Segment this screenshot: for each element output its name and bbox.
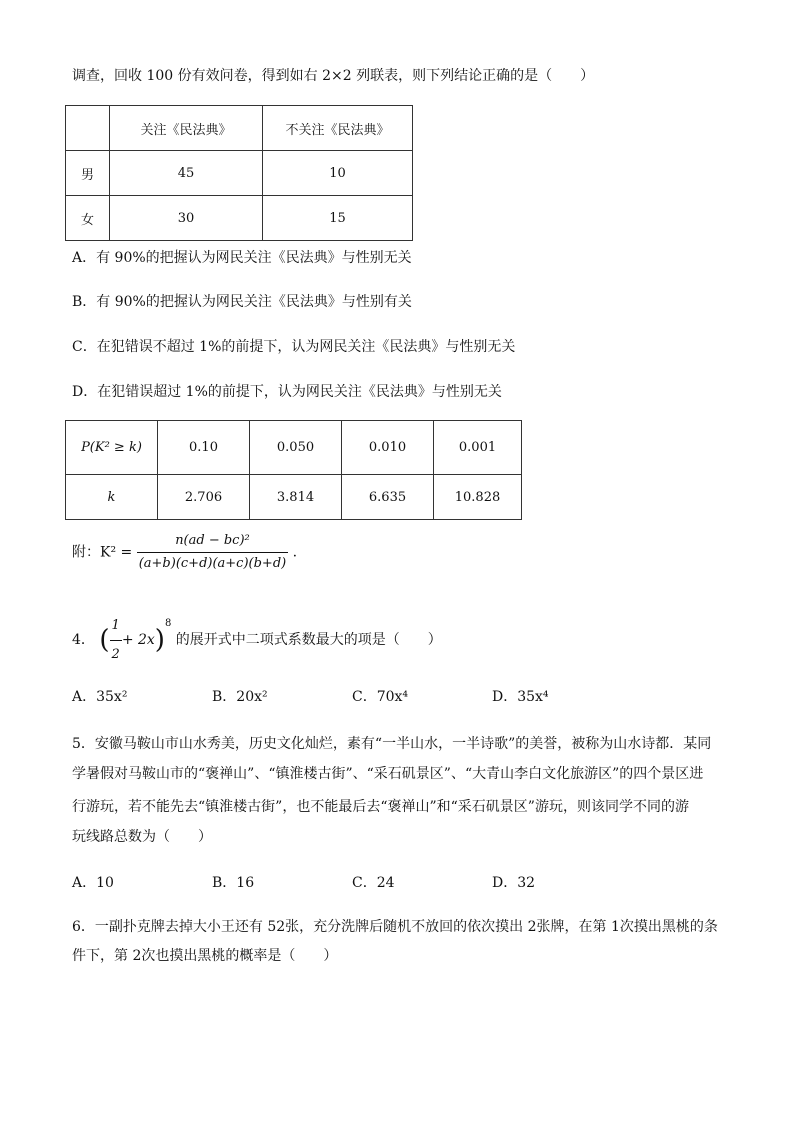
formula-fraction <box>137 530 289 575</box>
critical-value-table <box>65 420 522 520</box>
q5-option-b: B．16 <box>212 875 255 891</box>
q4-option-a: A．35x² <box>72 689 128 705</box>
q4-text: 的展开式中二项式系数最大的项是（ ） <box>175 632 442 648</box>
crit-k-value: 6.635 <box>342 475 434 520</box>
crit-k-value: 2.706 <box>158 475 250 520</box>
q4-option-d: D．35x⁴ <box>492 689 549 705</box>
q4-stem: 4． ( $\frac{1}{2}$ + 2x)$^8$ 的展开式中二项式系数最大的项是（ ） <box>72 610 442 669</box>
q3-option-b: B．有 90%的把握认为网民关注《民法典》与性别有关 <box>72 294 412 310</box>
q5-option-d: D．32 <box>492 875 536 891</box>
crit-p-value: 0.10 <box>158 421 250 475</box>
contingency-table <box>65 105 413 241</box>
q5-option-c: C．24 <box>352 875 395 891</box>
q6-line-2: 件下，第 2次也摸出黑桃的概率是（ ） <box>72 948 338 964</box>
q4-frac-num: 1 <box>110 612 122 641</box>
formula-denominator: (a+b)(c+d)(a+c)(b+d) <box>138 556 287 571</box>
table-header-empty <box>66 106 110 151</box>
q3-option-c: C．在犯错误不超过 1%的前提下，认为网民关注《民法典》与性别无关 <box>72 339 516 355</box>
q4-exponent: 8 <box>164 618 172 629</box>
formula-numerator: n(ad − bc)² <box>137 530 289 553</box>
row-label-female: 女 <box>66 196 110 241</box>
crit-k-value: 10.828 <box>434 475 522 520</box>
q4-number: 4． <box>72 632 95 648</box>
cell-female-concern: 30 <box>110 196 263 241</box>
cell-male-concern: 45 <box>110 151 263 196</box>
q5-line-2: 学暑假对马鞍山市的“褒禅山”、“镇淮楼古街”、“采石矶景区”、“大青山李白文化旅游区”的四个景区进 <box>72 766 704 782</box>
crit-row-label-p: P(K² ≥ k) <box>66 421 158 475</box>
q5-line-1: 5．安徽马鞍山市山水秀美，历史文化灿烂，素有“一半山水，一半诗歌”的美誉，被称为山水诗都．某同 <box>72 736 712 752</box>
cell-female-not-concern: 15 <box>263 196 413 241</box>
q4-expr-rest: + 2x <box>121 632 155 648</box>
q4-option-b: B．20x² <box>212 689 268 705</box>
crit-p-value: 0.001 <box>434 421 522 475</box>
formula-prefix: 附：K² = <box>72 544 133 561</box>
q6-line-1: 6．一副扑克牌去掉大小王还有 52张，充分洗牌后随机不放回的依次摸出 2张牌，在第 1次摸出黑桃的条 <box>72 919 718 935</box>
crit-p-value: 0.050 <box>250 421 342 475</box>
q3-option-d: D．在犯错误超过 1%的前提下，认为网民关注《民法典》与性别无关 <box>72 384 502 400</box>
q4-frac-den: 2 <box>111 646 120 662</box>
q5-line-3: 行游玩，若不能先去“镇淮楼古街”，也不能最后去“褒禅山”和“采石矶景区”游玩，则该同学不同的游 <box>72 799 689 815</box>
table-header-concern: 关注《民法典》 <box>110 106 263 151</box>
q3-intro: 调查，回收 100 份有效问卷，得到如右 2×2 列联表，则下列结论正确的是（ ） <box>72 68 595 84</box>
cell-male-not-concern: 10 <box>263 151 413 196</box>
table-header-not-concern: 不关注《民法典》 <box>263 106 413 151</box>
q5-line-4: 玩线路总数为（ ） <box>72 829 212 845</box>
table-row <box>66 196 413 241</box>
crit-row-label-k: k <box>66 475 158 520</box>
q5-option-a: A．10 <box>72 875 114 891</box>
chi-square-formula <box>72 530 297 575</box>
q3-option-a: A．有 90%的把握认为网民关注《民法典》与性别无关 <box>72 250 412 266</box>
q4-fraction <box>110 612 122 669</box>
formula-suffix: . <box>292 544 298 561</box>
crit-k-value: 3.814 <box>250 475 342 520</box>
row-label-male: 男 <box>66 151 110 196</box>
crit-p-value: 0.010 <box>342 421 434 475</box>
table-row <box>66 151 413 196</box>
q4-option-c: C．70x⁴ <box>352 689 409 705</box>
